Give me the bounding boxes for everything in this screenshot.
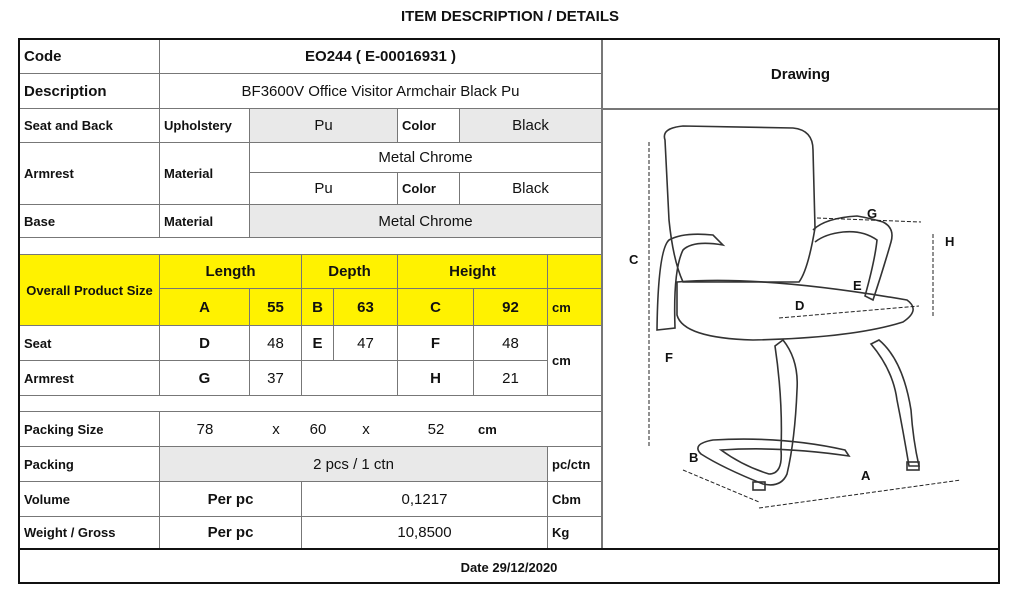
depth-header: Depth [302, 255, 398, 289]
weight-label: Weight / Gross [20, 517, 160, 548]
code-label: Code [20, 40, 160, 74]
armrest-dims-label: Armrest [20, 361, 160, 396]
drawing-label-c: C [629, 252, 639, 267]
dim-a-value: 55 [250, 289, 302, 326]
page-title: ITEM DESCRIPTION / DETAILS [400, 8, 620, 25]
dim-f-label: F [398, 326, 474, 361]
length-header: Length [160, 255, 302, 289]
drawing-label-h: H [945, 234, 955, 249]
height-header: Height [398, 255, 548, 289]
dim-b-value: 63 [334, 289, 398, 326]
armrest-upholstery: Pu [250, 173, 398, 205]
seat-back-color-label: Color [398, 109, 460, 143]
code-value: EO244 ( E-00016931 ) [160, 40, 602, 74]
dim-e-label: E [302, 326, 334, 361]
drawing-label-g: G [867, 206, 878, 221]
weight-value: 10,8500 [302, 517, 548, 548]
spec-sheet [18, 38, 1000, 584]
dim-h-value: 21 [474, 361, 548, 396]
dim-c-label: C [398, 289, 474, 326]
dim-g-value: 37 [250, 361, 302, 396]
armrest-color: Black [460, 173, 602, 205]
drawing-area [602, 109, 998, 548]
armrest-sublabel: Material [160, 143, 250, 205]
dim-c-value: 92 [474, 289, 548, 326]
chair-drawing [603, 110, 997, 547]
dim-e-value: 47 [334, 326, 398, 361]
armrest-material: Metal Chrome [250, 143, 602, 173]
packing-size-label: Packing Size [20, 412, 160, 447]
seat-back-color: Black [460, 109, 602, 143]
dim-line-a [759, 480, 961, 508]
unit-header-blank [548, 255, 602, 289]
chair-backrest [664, 126, 815, 282]
chair-sled-left [698, 340, 849, 485]
packing-unit: pc/ctn [548, 447, 602, 482]
packing-size-x1: x [250, 412, 302, 447]
overall-size-label: Overall Product Size [20, 255, 160, 326]
base-label: Base [20, 205, 160, 238]
volume-per: Per pc [160, 482, 302, 517]
spacer-row [20, 238, 602, 255]
weight-unit: Kg [548, 517, 602, 548]
spacer-row-2 [20, 396, 602, 412]
armrest-label: Armrest [20, 143, 160, 205]
packing-size-x2: x [334, 412, 398, 447]
chair-sled-right [871, 340, 919, 466]
drawing-label-a: A [861, 468, 871, 483]
seat-back-label: Seat and Back [20, 109, 160, 143]
dim-d-value: 48 [250, 326, 302, 361]
armrest-dims-blank [302, 361, 398, 396]
armrest-color-label: Color [398, 173, 460, 205]
drawing-label-b: B [689, 450, 699, 465]
description-value: BF3600V Office Visitor Armchair Black Pu [160, 74, 602, 109]
description-label: Description [20, 74, 160, 109]
dim-line-b [683, 470, 759, 502]
packing-label: Packing [20, 447, 160, 482]
overall-unit: cm [548, 289, 602, 326]
packing-size-width: 60 [302, 412, 334, 447]
weight-per: Per pc [160, 517, 302, 548]
footer-date: Date 29/12/2020 [20, 548, 998, 584]
seat-back-upholstery: Pu [250, 109, 398, 143]
packing-size-length: 78 [160, 412, 250, 447]
drawing-label-f: F [665, 350, 673, 365]
seat-back-sublabel: Upholstery [160, 109, 250, 143]
dim-a-label: A [160, 289, 250, 326]
drawing-header: Drawing [602, 40, 998, 109]
dim-b-label: B [302, 289, 334, 326]
packing-size-unit: cm [474, 412, 602, 447]
packing-size-height: 52 [398, 412, 474, 447]
volume-unit: Cbm [548, 482, 602, 517]
volume-label: Volume [20, 482, 160, 517]
dim-g-label: G [160, 361, 250, 396]
dims-unit: cm [548, 326, 602, 396]
volume-value: 0,1217 [302, 482, 548, 517]
dim-d-label: D [160, 326, 250, 361]
drawing-label-e: E [853, 278, 862, 293]
seat-label: Seat [20, 326, 160, 361]
packing-value: 2 pcs / 1 ctn [160, 447, 548, 482]
drawing-label-d: D [795, 298, 805, 313]
dim-h-label: H [398, 361, 474, 396]
dim-f-value: 48 [474, 326, 548, 361]
base-material: Metal Chrome [250, 205, 602, 238]
base-sublabel: Material [160, 205, 250, 238]
